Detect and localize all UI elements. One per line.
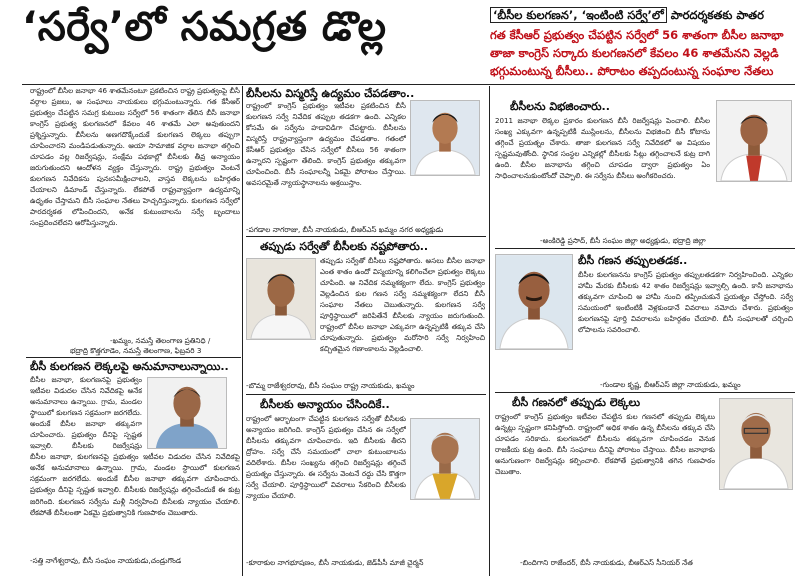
article-text: బీసీల జనాభా, కులగణనపై ప్రభుత్వం ఇటీవల విడుదల చేసిన నివేదికపై అనేక అనుమానాలు ఉన్నాయి. గ్రామ, మండల స్థాయిలో కులగణన సక్రమంగా జరగలేదు. అందుకే బీసీల జనాభా తక్కువగా చూపించారు. ప్రభుత్వం దీనిపై స్పష్టత ఇవ్వాలి. బీసీలకు రిజర్వేషన్లు తగ్గించేందుకే ఈ కుట్ర జరిగింది. కులగణన సర్వేను మళ్లీ నిర్వహించి బీసీలకు న్యాయం చేయాలి. లేకపోతే బీసీలంతా ఏకమై ప్రభుత్వానికి గుణపాఠం చెబుతారు. bbox=[30, 452, 240, 517]
article-headline: బీసీ గణనలో తప్పుడు లెక్కలు bbox=[512, 396, 641, 409]
article-text: బీసీల కులగణనను కాంగ్రెస్ ప్రభుత్వం తప్పులతడకగా నిర్వహించింది. ఎన్నికల హామీ మేరకు బీసీలకు 42 శాతం రిజర్వేషన్లు ఇవ్వాల్సి ఉంది. కానీ జనాభాను తక్కువగా చూపించి ఆ హామీ నుంచి తప్పించుకునే ప్రయత్నం చేస్తోంది. సర్వే సమయంలో ఇంటింటికీ వెళ్లకుండానే వివరాలు నమోదు చేశారు. ప్రభుత్వం కులగణనపై పూర్తి వివరాలను బహిర్గతం చేయాలి. బీసీ సంఘాలతో చర్చించి లోపాలను సవరించాలి. bbox=[578, 270, 793, 334]
article-signature: -బిందిగాని రాజేందర్, బీసీ నాయకుడు, బీఆర్ఎస్ సీనియర్ నేత bbox=[520, 558, 693, 567]
main-headline: ‘సర్వే’లో సమగ్రత డొల్ల bbox=[22, 4, 387, 50]
article-headline: తప్పుడు సర్వేతో బీసీలకు నష్టపోతారు.. bbox=[260, 240, 429, 253]
subhead-1: గత కేసీఆర్ ప్రభుత్వం చేపట్టిన సర్వేలో 56 శాతంగా బీసీల జనాభా bbox=[490, 28, 784, 42]
article-text: బీసీల జనాభా, కులగణనపై ప్రభుత్వం ఇటీవల విడుదల చేసిన నివేదికపై అనేక అనుమానాలు ఉన్నాయి. గ్రామ, మండల స్థాయిలో కులగణన సక్రమంగా జరగలేదు. అందుకే బీసీల జనాభా తక్కువగా చూపించారు. ప్రభుత్వం దీనిపై స్పష్టత ఇవ్వాలి. బీసీలకు రిజర్వేషన్లు bbox=[30, 375, 142, 450]
person-portrait-icon bbox=[496, 255, 572, 349]
article-signature: -గుండాల కృష్ణ, బీఆర్ఎస్ జిల్లా నాయకుడు, ఖమ్మం bbox=[600, 380, 741, 389]
top-rule bbox=[22, 84, 795, 85]
col2-rule bbox=[246, 236, 486, 237]
article-text: తప్పుడు సర్వేతో బీసీలు నష్టపోతారు. అసలు బీసీల జనాభా ఎంత శాతం ఉందో విస్మయాన్ని కలిగించేలా ప్రభుత్వం లెక్కలు చూపింది. ఆ నివేదిక నమ్మశక్యంగా లేదు. కాంగ్రెస్ ప్రభుత్వం వెల్లడించిన కుల గణన సర్వే నమ్మశక్యంగా లేదని బీసీ సంఘాల నేతలు చెబుతున్నారు. కులగణన సర్వే పూర్తిస్థాయిలో జరిపితేనే బీసీలకు న్యాయం జరుగుతుంది. రాష్ట్రంలో బీసీల జనాభా ఎక్కువగా ఉన్నప్పటికీ తక్కువ చేసి చూపుతున్నారు. ప్రభుత్వం మరోసారి సర్వే నిర్వహించి కచ్చితమైన గణాంకాలను వెల్లడించాలి. bbox=[320, 256, 485, 353]
article-headline: బీసీలను విస్మరిస్తే ఉద్యమం చేపడతాం.. bbox=[246, 87, 415, 100]
person-portrait-icon bbox=[411, 419, 479, 499]
subhead-2: తాజా కాంగ్రెస్ సర్కారు కులగణనలో కేవలం 46 శాతమేనని వెల్లడి bbox=[490, 46, 779, 60]
article-signature: -అంకిరెడ్డి ప్రసాద్, బీసీ సంఘం జిల్లా అధ్యక్షుడు, భద్రాద్రి జిల్లా bbox=[540, 236, 706, 245]
article-signature: -పగడాల నాగరాజు, బీసీ నాయకుడు, బీఆర్ఎస్ ఖమ్మం నగర అధ్యక్షుడు bbox=[246, 225, 444, 234]
col3-rule-2 bbox=[495, 392, 795, 393]
intro-text: రాష్ట్రంలో బీసీల జనాభా 46 శాతమేనంటూ ప్రకటించిన రాష్ట్ర ప్రభుత్వంపై బీసీ వర్గాల ప్రజలు, ఆ సంఘాలు నాయకులు భగ్గుమంటున్నారు. గత కేసీఆర్ ప్రభుత్వం చేపట్టిన సమగ్ర కుటుంబ సర్వేలో 56 శాతంగా తేలిన బీసీ జనాభా కాంగ్రెస్ ప్రభుత్వ కులగణనలో కేవలం 46 శాతమే ఎలా అవుతుందని ప్రశ్నిస్తున్నారు. బీసీలను అణగదొక్కేందుకే కులగణన లెక్కలు తప్పుగా చూపించారని మండిపడుతున్నారు. ఆయా సామాజిక వర్గాల జనాభా తగ్గించి చూపడం వల్ల రిజర్వేషన్లు, సంక్షేమ పథకాల్లో బీసీలకు తీవ్ర అన్యాయం జరుగుతుందని ఆందోళన వ్యక్తం చేస్తున్నారు. రాష్ట్ర ప్రభుత్వం వెంటనే కులగణన నివేదికను పునఃసమీక్షించాలని, వాస్తవ లెక్కలను బహిర్గతం చేయాలని డిమాండ్ చేస్తున్నారు. లేకపోతే రాష్ట్రవ్యాప్తంగా ఉద్యమాన్ని ఉధృతం చేస్తామని బీసీ సంఘాల నేతలు హెచ్చరిస్తున్నారు. కులగణన సర్వేలో పారదర్శకత లోపించిందని, అనేక కుటుంబాలను సర్వే బృందాలు సంప్రదించలేదని ఆరోపిస్తున్నారు. bbox=[30, 86, 240, 227]
portrait-photo bbox=[716, 100, 792, 182]
kicker bbox=[490, 8, 795, 22]
portrait-photo bbox=[410, 418, 480, 500]
person-portrait-icon bbox=[717, 101, 791, 181]
person-portrait-icon bbox=[148, 378, 226, 448]
portrait-photo bbox=[246, 258, 316, 340]
col-divider bbox=[489, 86, 490, 576]
portrait-photo bbox=[147, 377, 227, 449]
article-headline: బీసీ గణన తప్పులతడక.. bbox=[578, 254, 688, 267]
article-signature: -బొమ్మ రాజేశ్వరరావు, బీసీ సంఘం రాష్ట్ర నాయకుడు, ఖమ్మం bbox=[246, 381, 415, 390]
col1-rule bbox=[26, 357, 241, 358]
article-headline: బీసీలను విభజించారు.. bbox=[510, 100, 610, 113]
person-portrait-icon bbox=[720, 399, 792, 489]
intro-signature-2: భద్రాద్రి కొత్తగూడెం, నమస్తే తెలంగాణ, ఫిబ్రవరి 3 bbox=[70, 346, 202, 355]
kicker-text: పారదర్శకతకు పాతర bbox=[666, 8, 764, 22]
article-signature: -కూరాకుల నాగభూషణం, బీసీ నాయకుడు, జెడ్‌పీసీ మాజీ చైర్మన్ bbox=[246, 558, 424, 567]
article-headline: బీసీలకు అన్యాయం చేసిందికే.. bbox=[260, 398, 390, 411]
article-signature: -సత్తి నాగేశ్వరావు, బీసీ సంఘం నాయకుడు,చండ్రుగొండ bbox=[30, 556, 182, 565]
subhead-3: భగ్గుమంటున్న బీసీలు.. పోరాటం తప్పదంటున్న సంఘాల నేతలు bbox=[490, 64, 774, 78]
article-headline: బీసీ కులగణన లెక్కలపై అనుమానాలున్నాయి.. bbox=[30, 360, 229, 373]
person-portrait-icon bbox=[411, 101, 479, 175]
article-text: 2011 జనాభా లెక్కల ప్రకారం కులగణన బీసీ రిజర్వేషన్లు పెంచాలి. బీసీల సంఖ్య ఎక్కువగా ఉన్నప్పటికీ ముస్లింలను, బీసీలను విభజించి బీసీ కోటాను తగ్గించే ప్రయత్నం చేశారు. తాజా కులగణన సర్వే నివేదికలో ఆ విషయం స్పష్టమవుతోంది. స్థానిక సంస్థల ఎన్నికల్లో బీసీలకు సీట్లు తగ్గించాలనే కుట్ర దాగి ఉంది. బీసీల జనాభాను తగ్గించి చూపడం ద్వారా ప్రభుత్వం ఏం సాధించాలనుకుంటోందో చెప్పాలి. ఈ సర్వేను బీసీలు అంగీకరించరు. bbox=[495, 116, 710, 180]
intro-signature-1: -ఖమ్మం, నమస్తే తెలంగాణ ప్రతినిధి / bbox=[110, 336, 211, 345]
col-divider bbox=[242, 86, 243, 576]
portrait-photo bbox=[495, 254, 573, 350]
col3-rule bbox=[495, 248, 795, 249]
portrait-photo bbox=[719, 398, 793, 490]
article-text: రాష్ట్రంలో ఆర్భాటంగా చేపట్టిన కులగణన సర్వేతో బీసీలకు అన్యాయం జరిగింది. కాంగ్రెస్ ప్రభుత్వం చేసిన ఈ సర్వేలో బీసీలను తక్కువగా చూపించారు. ఇది బీసీలకు తీరని ద్రోహం. సర్వే చేసే సమయంలో చాలా కుటుంబాలను వదిలేశారు. బీసీల సంఖ్యను తగ్గించి రిజర్వేషన్లు తగ్గించే ప్రయత్నం చేస్తున్నారు. ఈ సర్వేను వెంటనే రద్దు చేసి కొత్తగా సర్వే చేయాలి. పూర్తిస్థాయిలో వివరాలు సేకరించి బీసీలకు న్యాయం చేయాలి. bbox=[246, 414, 406, 500]
kicker-boxed-text: ‘బీసీల కులగణన’, ‘ఇంటింటి సర్వే’లో bbox=[490, 7, 667, 23]
article-text: రాష్ట్రంలో కాంగ్రెస్ ప్రభుత్వం ఇటీవల ప్రకటించిన బీసీ కులగణన సర్వే నివేదిక తప్పుల తడకగా ఉంది. ఎన్నికల కోసమే ఈ సర్వేను హడావిడిగా చేపట్టారు. బీసీలను విస్మరిస్తే రాష్ట్రవ్యాప్తంగా ఉద్యమం చేపడతాం. గతంలో కేసీఆర్ ప్రభుత్వం చేసిన సర్వేలో బీసీలు 56 శాతంగా ఉన్నారని స్పష్టంగా తేలింది. కాంగ్రెస్ ప్రభుత్వం తక్కువగా చూపించింది. బీసీ సంఘాలన్నీ ఏకమై పోరాటం చేస్తాయి. అవసరమైతే న్యాయస్థానాలను ఆశ్రయిస్తాం. bbox=[246, 101, 406, 187]
person-portrait-icon bbox=[247, 259, 315, 339]
col2-rule-2 bbox=[246, 394, 486, 395]
article-text: రాష్ట్రంలో కాంగ్రెస్ ప్రభుత్వం ఇటీవల చేపట్టిన కుల గణనలో తప్పుడు లెక్కలు ఉన్నట్లు స్పష్టంగా కనిపిస్తోంది. రాష్ట్రంలో అధిక శాతం ఉన్న బీసీలను తక్కువ చేసి చూపడం సరికాదు. కులగణనలో బీసీలను తక్కువగా చూపించడం వెనుక రాజకీయ కుట్ర ఉంది. బీసీ సంఘాలు దీనిపై పోరాటం చేస్తాయి. బీసీల జనాభాకు అనుగుణంగా రిజర్వేషన్లు కల్పించాలి. లేకపోతే ప్రభుత్వానికి తగిన గుణపాఠం చెబుతాం. bbox=[495, 412, 715, 476]
portrait-photo bbox=[410, 100, 480, 176]
